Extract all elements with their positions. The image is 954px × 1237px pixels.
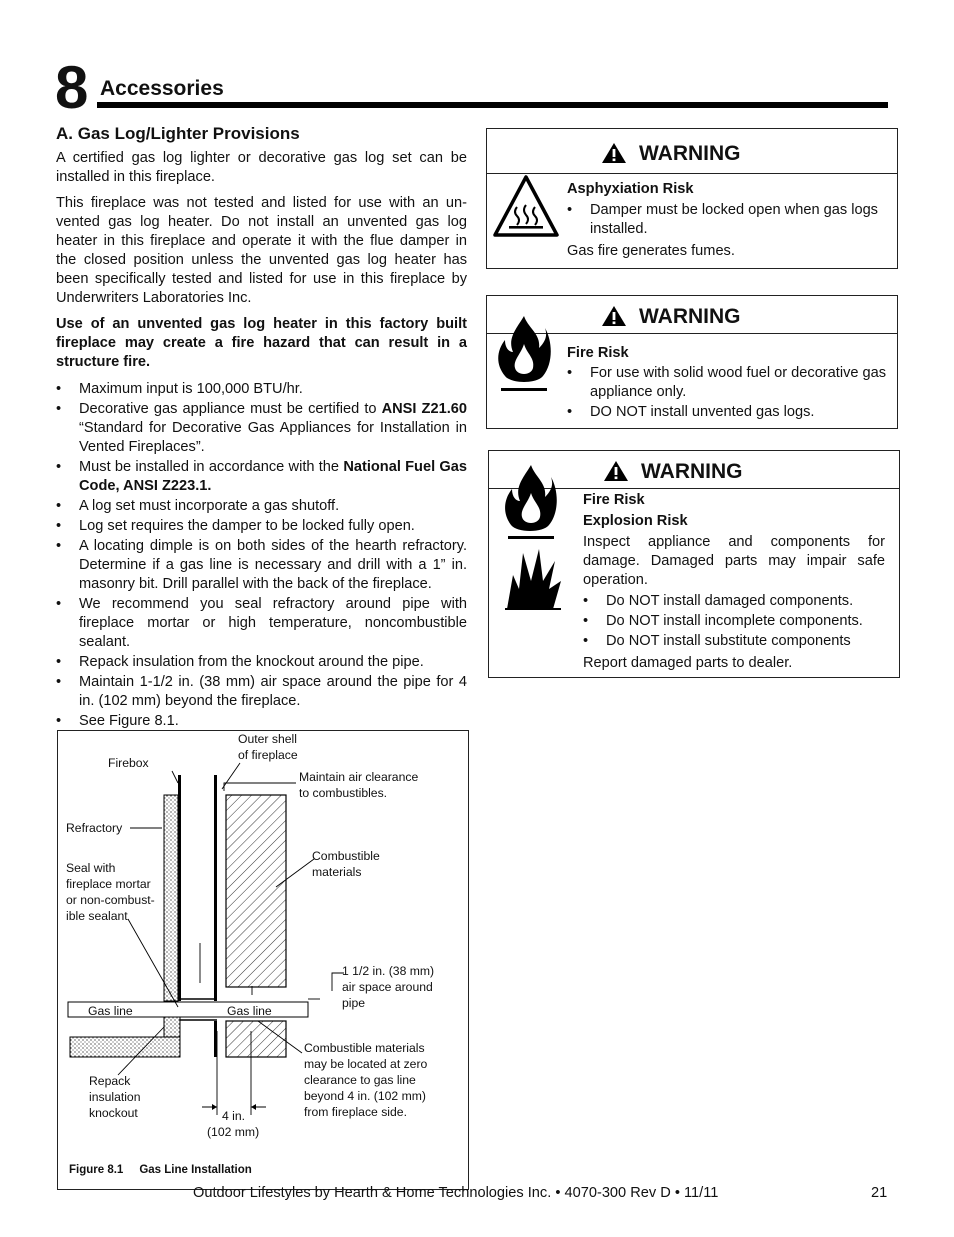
risk-label: Fire Risk [567, 345, 629, 361]
list-item: • DO NOT install unvented gas logs. [567, 403, 889, 422]
label-repack-2: insulation [89, 1090, 141, 1104]
hot-surface-fumes-icon [493, 175, 559, 237]
risk-label: Asphyxiation Risk [567, 181, 694, 197]
list-item: • Decorative gas appliance must be certified to ANSI Z21.60 “Standard for Decorative Gas Appliances for Installation in Vented Fireplaces”. [56, 400, 467, 457]
warning-triangle-icon [601, 305, 627, 327]
section-heading: A. Gas Log/Lighter Provisions [56, 124, 300, 143]
risk-label-2: Explosion Risk [583, 513, 688, 529]
chapter-title: Accessories [100, 77, 224, 100]
warning-triangle-icon [603, 460, 629, 482]
list-item: • Maintain 1-1/2 in. (38 mm) air space around the pipe for 4 in. (102 mm) beyond the fireplace. [56, 673, 467, 711]
label-refractory: Refractory [66, 821, 123, 835]
label-zero-clearance-2: may be located at zero [304, 1057, 428, 1071]
label-seal-3: or non-combust- [66, 893, 155, 907]
label-combustible-1: Combustible [312, 849, 380, 863]
warning-box-fire-explosion [488, 450, 900, 678]
fire-explosion-icon [503, 463, 563, 613]
label-airspace-3: pipe [342, 996, 366, 1010]
label-maintain-1: Maintain air clearance [299, 770, 419, 784]
warning-title: WARNING [641, 460, 743, 483]
label-outer-shell-2: of fireplace [238, 748, 298, 762]
list-item: • See Figure 8.1. [56, 712, 467, 731]
list-item: • A locating dimple is on both sides of the hearth refractory. Determine if a gas line is necessary and drill with a 1” in. masonry bit. Drill parallel with the back of the fireplace. [56, 537, 467, 594]
warning-body [567, 344, 889, 423]
warning-title: WARNING [639, 142, 741, 165]
list-item: • We recommend you seal refractory around pipe with fireplace mortar or high temperature, noncombustible sealant. [56, 595, 467, 652]
label-combustible-2: materials [312, 865, 362, 879]
label-repack-1: Repack [89, 1074, 131, 1088]
label-gas-line-right: Gas line [227, 1004, 272, 1018]
list-item: • Log set requires the damper to be locked fully open. [56, 517, 467, 536]
fire-icon [495, 314, 553, 394]
label-repack-3: knockout [89, 1106, 138, 1120]
list-item: • Damper must be locked open when gas logs installed. [567, 201, 889, 239]
paragraph-2: This fireplace was not tested and listed for use with an un-vented gas log heater. Do not install an unvented gas log heater in this fireplace and operate it with the flue damper in the closed position unless the unvented gas log heater has been specifically tested and listed for use in this fireplace by Underwriters Laboratories Inc. [56, 195, 467, 306]
page-footer: Outdoor Lifestyles by Hearth & Home Technologies Inc. • 4070-300 Rev D • 11/11 [193, 1185, 719, 1201]
label-zero-clearance-4: beyond 4 in. (102 mm) [304, 1089, 426, 1103]
page-number: 21 [871, 1185, 888, 1201]
label-gas-line-left: Gas line [88, 1004, 133, 1018]
warning-box-fire [486, 295, 898, 429]
list-item: • For use with solid wood fuel or decorative gas appliance only. [567, 364, 889, 402]
figure-number: Figure 8.1 [69, 1164, 124, 1176]
list-item: • Repack insulation from the knockout around the pipe. [56, 653, 467, 672]
label-seal-2: fireplace mortar [66, 877, 151, 891]
warning-body [583, 491, 885, 673]
requirements-list [56, 380, 467, 731]
label-airspace-1: 1 1/2 in. (38 mm) [342, 964, 435, 978]
label-seal-4: ible sealant [66, 909, 128, 923]
warning-box-asphyxiation [486, 128, 898, 269]
list-item: • A log set must incorporate a gas shutoff. [56, 497, 467, 516]
paragraph-3-bold: Use of an unvented gas log heater in this factory built fireplace may create a fire hazard that can result in a structure fire. [56, 316, 467, 370]
warning-triangle-icon [601, 142, 627, 164]
warning-intro: Inspect appliance and components for damage. Damaged parts may impair safe operation. [583, 534, 885, 588]
label-outer-shell-1: Outer shell [238, 732, 297, 746]
label-dimension-2: (102 mm) [207, 1125, 260, 1139]
label-airspace-2: air space around [342, 980, 433, 994]
list-item: • Do NOT install incomplete components. [583, 612, 885, 631]
paragraph-1: A certified gas log lighter or decorative gas log set can be installed in this fireplace. [56, 150, 467, 185]
warning-note: Gas fire generates fumes. [567, 243, 735, 259]
figure-title: Gas Line Installation [139, 1164, 252, 1176]
warning-body [567, 180, 889, 261]
chapter-rule [97, 102, 888, 108]
list-item: • Do NOT install substitute components [583, 632, 885, 651]
label-maintain-2: to combustibles. [299, 786, 388, 800]
warning-note: Report damaged parts to dealer. [583, 655, 793, 671]
label-seal-1: Seal with [66, 861, 116, 875]
label-firebox: Firebox [108, 756, 149, 770]
warning-header [487, 129, 897, 174]
label-dimension-1: 4 in. [222, 1109, 246, 1123]
label-zero-clearance-5: from fireplace side. [304, 1105, 407, 1119]
figure-gas-line-installation [57, 730, 469, 1190]
left-column [56, 149, 467, 732]
list-item: • Maximum input is 100,000 BTU/hr. [56, 380, 467, 399]
chapter-number: 8 [55, 54, 88, 121]
label-zero-clearance-3: clearance to gas line [304, 1073, 416, 1087]
label-zero-clearance-1: Combustible materials [304, 1041, 425, 1055]
warning-title: WARNING [639, 305, 741, 328]
list-item: • Must be installed in accordance with the National Fuel Gas Code, ANSI Z223.1. [56, 458, 467, 496]
figure-caption [69, 1162, 252, 1178]
risk-label: Fire Risk [583, 492, 645, 508]
list-item: • Do NOT install damaged components. [583, 592, 885, 611]
